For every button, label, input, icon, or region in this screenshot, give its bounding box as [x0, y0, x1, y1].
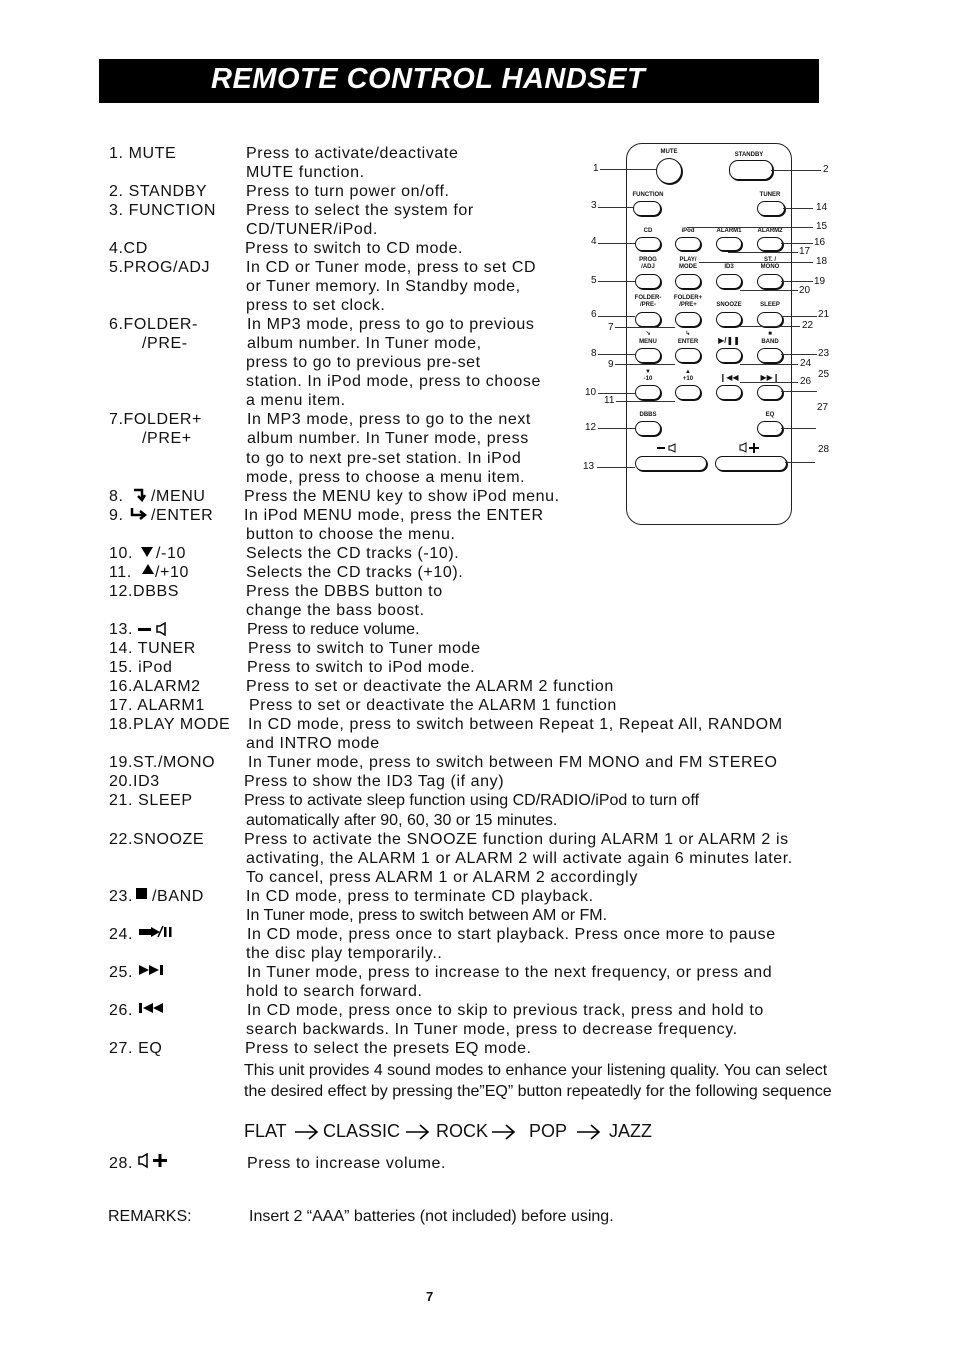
callout-number: 3 [591, 200, 597, 211]
entry-desc: Press to activate the SNOOZE function during ALARM 1 or ALARM 2 is [244, 831, 789, 848]
callout-number: 23 [818, 348, 830, 359]
skip-forward-button [757, 385, 783, 400]
remote-label-ipod: iPod [681, 228, 695, 234]
entry-desc: hold to search forward. [246, 983, 423, 1000]
entry-label: 20.ID3 [109, 773, 160, 790]
eq-button [757, 421, 783, 436]
entry-desc: Press to increase volume. [247, 1155, 447, 1172]
leader-line [615, 327, 675, 328]
remote-label-mode: MODE [679, 264, 697, 270]
leader-line [616, 401, 675, 402]
callout-number: 12 [585, 422, 597, 433]
leader-line [687, 227, 813, 228]
entry-label: 18.PLAY MODE [109, 716, 231, 733]
skip-back-icon: ❙◀◀ [719, 373, 739, 382]
remote-label-alarm1: ALARM1 [716, 228, 742, 234]
remote-label-eq: EQ [765, 412, 775, 418]
entry-label-suffix: /MENU [151, 488, 206, 505]
entry-desc: change the bass boost. [246, 602, 425, 619]
remarks-label: REMARKS: [108, 1208, 192, 1225]
ipod-button [675, 237, 701, 251]
enter-arrow-icon [130, 507, 148, 521]
leader-line [699, 262, 813, 263]
enter-arrow-icon: ↳ [685, 331, 691, 337]
menu-button [635, 348, 661, 363]
leader-line [598, 243, 635, 244]
entry-label: 11. [109, 564, 132, 581]
entry-desc: Press to show the ID3 Tag (if any) [244, 773, 505, 790]
leader-line [740, 290, 798, 291]
entry-desc: press to set clock. [246, 297, 386, 314]
leader-line [740, 382, 798, 383]
entry-desc: In CD mode, press once to skip to previous track, press and hold to [247, 1002, 764, 1019]
entry-label: 8. [109, 488, 124, 505]
entry-desc: Press to activate sleep function using CD/RADIO/iPod to turn off [244, 792, 700, 809]
arrow-right-icon [576, 1123, 602, 1141]
callout-number: 11 [604, 395, 615, 406]
entry-label: 26. [109, 1002, 134, 1019]
entry-label: 14. TUNER [109, 640, 196, 657]
entry-desc: In CD mode, press once to start playback. Press once more to pause [247, 926, 776, 943]
remote-label-minus10: -10 [643, 376, 653, 382]
st-mono-button [757, 274, 783, 289]
eq-mode: JAZZ [609, 1121, 652, 1141]
entry-desc: button to choose the menu. [246, 526, 456, 543]
callout-number: 8 [591, 348, 597, 359]
remote-label-enter: ENTER [677, 339, 699, 345]
entry-desc: Press to switch to CD mode. [245, 240, 464, 257]
entry-desc: album number. In Tuner mode, press [247, 430, 529, 447]
tuner-button [757, 201, 785, 216]
entry-desc: Press to switch to Tuner mode [248, 640, 481, 657]
leader-line [740, 364, 798, 365]
play-pause-button [716, 348, 742, 363]
leader-line [781, 281, 813, 282]
callout-number: 28 [818, 444, 830, 455]
play-mode-button [675, 274, 701, 289]
leader-line [598, 316, 635, 317]
entry-desc: and INTRO mode [246, 735, 380, 752]
entry-desc: Press to reduce volume. [247, 621, 420, 638]
volume-up-icon [137, 1153, 171, 1169]
stop-icon [136, 888, 148, 900]
dbbs-button [635, 421, 661, 436]
entry-desc: Press to switch to iPod mode. [247, 659, 476, 676]
callout-number: 10 [585, 387, 597, 398]
entry-desc: or Tuner memory. In Standby mode, [246, 278, 521, 295]
entry-desc: Press to activate/deactivate [246, 145, 459, 162]
entry-label: 19.ST./MONO [109, 754, 216, 771]
skip-back-icon [138, 1002, 168, 1014]
entry-desc: activating, the ALARM 1 or ALARM 2 will activate again 6 minutes later. [246, 850, 793, 867]
callout-number: 27 [817, 402, 829, 413]
entry-desc: Press the MENU key to show iPod menu. [244, 488, 560, 505]
entry-label: 22.SNOOZE [109, 831, 205, 848]
entry-desc: In iPod MENU mode, press the ENTER [244, 507, 544, 524]
entry-desc: station. In iPod mode, press to choose [246, 373, 541, 390]
leader-line [600, 169, 656, 170]
entry-label: 17. ALARM1 [109, 697, 205, 714]
entry-label: 9. [109, 507, 124, 524]
leader-line [740, 326, 800, 327]
prog-adj-button [635, 274, 661, 289]
entry-desc: In CD mode, press to switch between Repeat 1, Repeat All, RANDOM [248, 716, 783, 733]
minus10-button [635, 385, 661, 400]
entry-label-suffix: /+10 [155, 564, 189, 581]
entry-label: 27. EQ [109, 1040, 163, 1057]
leader-line [597, 467, 635, 468]
leader-line [781, 243, 813, 244]
entry-desc: Selects the CD tracks (-10). [246, 545, 460, 562]
entry-label: /PRE+ [142, 430, 192, 447]
remote-label-menu: MENU [639, 339, 657, 345]
eq-mode: CLASSIC [323, 1121, 401, 1141]
entry-desc: search backwards. In Tuner mode, press to decrease frequency. [246, 1021, 738, 1038]
stop-band-button [757, 348, 783, 363]
callout-number: 6 [591, 309, 597, 320]
entry-desc: CD/TUNER/iPod. [246, 221, 378, 238]
snooze-button [716, 312, 742, 327]
entry-label: 4.CD [109, 240, 148, 257]
entry-desc: a menu item. [246, 392, 346, 409]
callout-number: 2 [823, 164, 829, 175]
callout-number: 25 [818, 369, 830, 380]
entry-label: 10. [109, 545, 134, 562]
menu-arrow-icon: ↘ [645, 331, 651, 337]
folder-minus-button [635, 312, 661, 327]
leader-line [781, 354, 817, 355]
entry-label: 13. [109, 621, 134, 638]
folder-plus-button [675, 312, 701, 327]
entry-desc: mode, press to choose a menu item. [246, 469, 526, 486]
leader-line [771, 170, 821, 171]
down-triangle-icon: ▼ [645, 369, 651, 375]
eq-note: the desired effect by pressing the”EQ” button repeatedly for the following sequence [244, 1083, 832, 1100]
entry-desc: In Tuner mode, press to switch between FM MONO and FM STEREO [248, 754, 778, 771]
entry-desc: To cancel, press ALARM 1 or ALARM 2 accordingly [246, 869, 638, 886]
callout-number: 17 [799, 246, 811, 257]
entry-desc: Press to turn power on/off. [246, 183, 450, 200]
remarks-text: Insert 2 “AAA” batteries (not included) before using. [249, 1208, 614, 1225]
title-bar [99, 59, 819, 103]
entry-label-suffix: /-10 [156, 545, 186, 562]
leader-line [781, 428, 816, 429]
eq-note: This unit provides 4 sound modes to enhance your listening quality. You can select [244, 1062, 828, 1079]
mute-button [656, 158, 682, 184]
remote-label-standby: STANDBY [734, 152, 764, 158]
arrow-right-icon [294, 1123, 320, 1141]
entry-label: 23. [109, 888, 134, 905]
play-pause-icon [138, 925, 174, 939]
entry-desc: press to go to previous pre-set [246, 354, 481, 371]
leader-line [615, 364, 675, 365]
callout-number: 9 [608, 359, 614, 370]
alarm2-button [757, 237, 783, 251]
leader-line [598, 393, 635, 394]
callout-number: 13 [583, 461, 595, 472]
eq-mode: FLAT [244, 1121, 287, 1141]
remote-label-st: ST. / [763, 257, 776, 263]
entry-desc: MUTE function. [246, 164, 365, 181]
arrow-right-icon [491, 1123, 517, 1141]
callout-number: 19 [814, 276, 826, 287]
volume-down-icon [137, 622, 173, 636]
up-triangle-icon [142, 564, 154, 574]
entry-desc: automatically after 90, 60, 30 or 15 minutes. [246, 812, 558, 829]
entry-desc: In CD or Tuner mode, press to set CD [246, 259, 537, 276]
entry-label: 7.FOLDER+ [109, 411, 202, 428]
callout-number: 24 [800, 358, 812, 369]
volume-down-button [635, 456, 707, 471]
leader-line [598, 354, 635, 355]
entry-desc: In MP3 mode, press to go to previous [247, 316, 535, 333]
entry-label: 16.ALARM2 [109, 678, 201, 695]
cd-button [635, 237, 661, 251]
play-pause-icon: ▶/❚❚ [718, 336, 740, 345]
remote-label-folder-plus: FOLDER+ [673, 295, 703, 301]
eq-mode: ROCK [436, 1121, 489, 1141]
callout-number: 20 [799, 285, 811, 296]
leader-line [783, 208, 813, 209]
leader-line [781, 316, 817, 317]
entry-label: 2. STANDBY [109, 183, 208, 200]
entry-desc: Selects the CD tracks (+10). [246, 564, 464, 581]
callout-number: 16 [814, 237, 826, 248]
leader-line [781, 391, 817, 392]
callout-number: 18 [816, 256, 828, 267]
remote-label-dbbs: DBBS [639, 412, 657, 418]
remote-label-adj: /ADJ [641, 264, 655, 270]
remote-label-snooze: SNOOZE [716, 302, 742, 308]
entry-label: 3. FUNCTION [109, 202, 217, 219]
id3-button [716, 274, 742, 289]
down-triangle-icon [141, 547, 153, 557]
entry-label: 12.DBBS [109, 583, 180, 600]
remote-label-mute: MUTE [660, 149, 678, 155]
sleep-button [757, 312, 783, 327]
volume-down-icon [657, 443, 679, 453]
remote-label-plus10: +10 [682, 376, 694, 382]
entry-desc: Press to select the presets EQ mode. [245, 1040, 532, 1057]
entry-label: 15. iPod [109, 659, 173, 676]
leader-line [785, 462, 815, 463]
entry-label: 24. [109, 926, 134, 943]
volume-up-icon [739, 442, 761, 454]
remote-label-tuner: TUNER [759, 192, 781, 198]
entry-desc: the disc play temporarily.. [246, 945, 443, 962]
entry-desc: Press to set or deactivate the ALARM 2 function [246, 678, 614, 695]
entry-label: 21. SLEEP [109, 792, 193, 809]
skip-back-button [716, 385, 742, 400]
arrow-right-icon [405, 1123, 431, 1141]
callout-number: 15 [816, 221, 828, 232]
entry-desc: In CD mode, press to terminate CD playback. [246, 888, 594, 905]
entry-desc: In Tuner mode, press to switch between AM or FM. [246, 907, 608, 924]
leader-line [728, 252, 798, 253]
entry-label-suffix: /ENTER [151, 507, 214, 524]
entry-label: 1. MUTE [109, 145, 177, 162]
remote-label-play: PLAY/ [679, 257, 697, 263]
entry-desc: In Tuner mode, press to increase to the next frequency, or press and [247, 964, 773, 981]
remote-label-folder-minus: FOLDER- [634, 295, 662, 301]
entry-label: 25. [109, 964, 134, 981]
remote-label-id3: ID3 [724, 264, 734, 270]
callout-number: 7 [608, 322, 614, 333]
entry-label-suffix: /BAND [152, 888, 204, 905]
remote-label-prog: PROG [639, 257, 657, 263]
remote-label-pre-minus: /PRE- [639, 302, 656, 308]
remote-label-alarm2: ALARM2 [757, 228, 783, 234]
callout-number: 21 [818, 309, 830, 320]
leader-line [598, 207, 633, 208]
entry-desc: to go to next pre-set station. In iPod [246, 450, 522, 467]
entry-desc: Press to set or deactivate the ALARM 1 function [249, 697, 617, 714]
entry-desc: In MP3 mode, press to go to the next [247, 411, 531, 428]
remote-label-sleep: SLEEP [760, 302, 780, 308]
page-title: REMOTE CONTROL HANDSET [211, 63, 646, 95]
remote-label-cd: CD [643, 228, 653, 234]
plus10-button [675, 385, 701, 400]
remote-label-function: FUNCTION [632, 192, 664, 198]
entry-label: /PRE- [142, 335, 188, 352]
skip-forward-icon: ▶▶❙ [760, 373, 780, 382]
up-triangle-icon: ▲ [685, 369, 691, 375]
leader-line [598, 281, 635, 282]
enter-button [675, 348, 701, 363]
menu-arrow-icon [132, 488, 146, 502]
callout-number: 22 [802, 320, 814, 331]
standby-button [729, 160, 773, 180]
entry-desc: Press the DBBS button to [246, 583, 443, 600]
callout-number: 1 [593, 163, 599, 174]
entry-label: 5.PROG/ADJ [109, 259, 211, 276]
leader-line [598, 428, 635, 429]
entry-label: 6.FOLDER- [109, 316, 198, 333]
remote-label-mono: MONO [760, 264, 780, 270]
remote-label-pre-plus: /PRE+ [679, 302, 697, 308]
entry-label: 28. [109, 1155, 134, 1172]
eq-mode: POP [529, 1121, 568, 1141]
volume-up-button [715, 456, 787, 471]
skip-forward-icon [138, 964, 168, 976]
callout-number: 5 [591, 275, 597, 286]
page-number: 7 [426, 1289, 434, 1304]
callout-number: 14 [816, 202, 828, 213]
function-button [633, 201, 661, 216]
stop-icon: ■ [768, 331, 772, 337]
entry-desc: album number. In Tuner mode, [247, 335, 482, 352]
callout-number: 4 [591, 236, 597, 247]
callout-number: 26 [800, 376, 812, 387]
alarm1-button [716, 237, 742, 251]
entry-desc: Press to select the system for [246, 202, 474, 219]
remote-label-band: BAND [761, 339, 779, 345]
